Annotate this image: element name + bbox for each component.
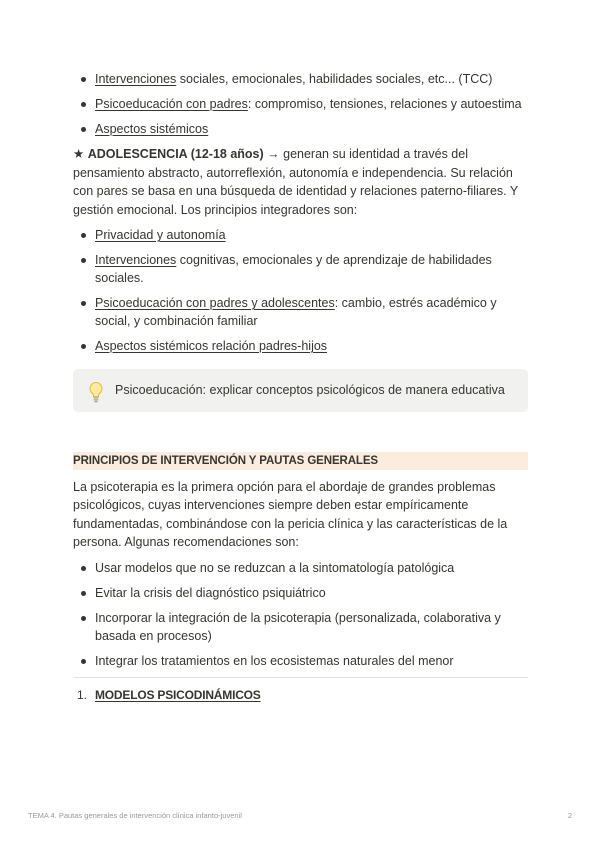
divider [73, 677, 528, 678]
list-item [73, 337, 528, 355]
list-item [73, 251, 528, 287]
adolescencia-body: → generan su identidad a través del pensamiento abstracto, autorreflexión, autonomía e independencia. Su relación con pares se basa en una búsqueda de identidad y relaciones paterno-filiares. Y gestión emocional. Los principios integradores son: [73, 147, 518, 217]
list-item-link: Aspectos sistémicos relación padres-hijos [95, 339, 328, 353]
adolescencia-paragraph [73, 145, 528, 219]
numbered-heading-title: MODELOS PSICODINÁMICOS [95, 687, 261, 702]
section-intro: La psicoterapia es la primera opción para el abordaje de grandes problemas psicológicos, cuyas intervenciones siempre deben estar empíricamente fundamentadas, combinándose con la pericia clínica y las características de la persona. Algunas recomendaciones son: [73, 479, 508, 549]
list-adolescencia [73, 226, 528, 355]
document-page [73, 70, 528, 704]
list-item: Usar modelos que no se reduzcan a la sintomatología patológica [73, 559, 528, 577]
numbered-heading [73, 686, 528, 704]
list-item-text: cognitivas, emocionales y de aprendizaje de habilidades sociales. [95, 253, 492, 285]
callout-text: Psicoeducación: explicar conceptos psicológicos de manera educativa [115, 383, 505, 397]
page-number: 2 [567, 811, 572, 820]
list-item: Integrar los tratamientos en los ecosistemas naturales del menor [73, 652, 528, 670]
list-recommendations [73, 559, 528, 670]
adolescencia-title: ADOLESCENCIA (12-18 años) [87, 147, 264, 161]
list-item [73, 120, 528, 138]
section-heading: PRINCIPIOS DE INTERVENCIÓN Y PAUTAS GENERALES [73, 452, 528, 470]
list-item [73, 70, 528, 88]
list-item [73, 95, 528, 113]
page-footer [28, 811, 572, 820]
star-icon: ★ [73, 147, 85, 161]
list-item-link: Intervenciones [95, 253, 177, 267]
list-item-text: : compromiso, tensiones, relaciones y autoestima [247, 97, 522, 111]
list-item-link: Privacidad y autonomía [95, 228, 226, 242]
list-item: Incorporar la integración de la psicoterapia (personalizada, colaborativa y basada en procesos) [73, 609, 528, 645]
list-item [73, 226, 528, 244]
numbered-heading-number: 1. [77, 687, 88, 702]
list-item-link: Psicoeducación con padres y adolescentes [95, 296, 335, 310]
list-top [73, 70, 528, 138]
list-item-link: Intervenciones [95, 72, 177, 86]
list-item-link: Aspectos sistémicos [95, 122, 209, 136]
callout [73, 369, 528, 412]
list-item-text: sociales, emocionales, habilidades sociales, etc... (TCC) [176, 72, 493, 86]
list-item-text: : cambio, estrés académico y social, y combinación familiar [95, 296, 497, 328]
lightbulb-icon [87, 381, 105, 403]
list-item [73, 294, 528, 330]
list-item: Evitar la crisis del diagnóstico psiquiátrico [73, 584, 528, 602]
footer-text: TEMA 4. Pautas generales de intervención clínica infanto-juvenil [28, 811, 242, 820]
list-item-link: Psicoeducación con padres [95, 97, 248, 111]
